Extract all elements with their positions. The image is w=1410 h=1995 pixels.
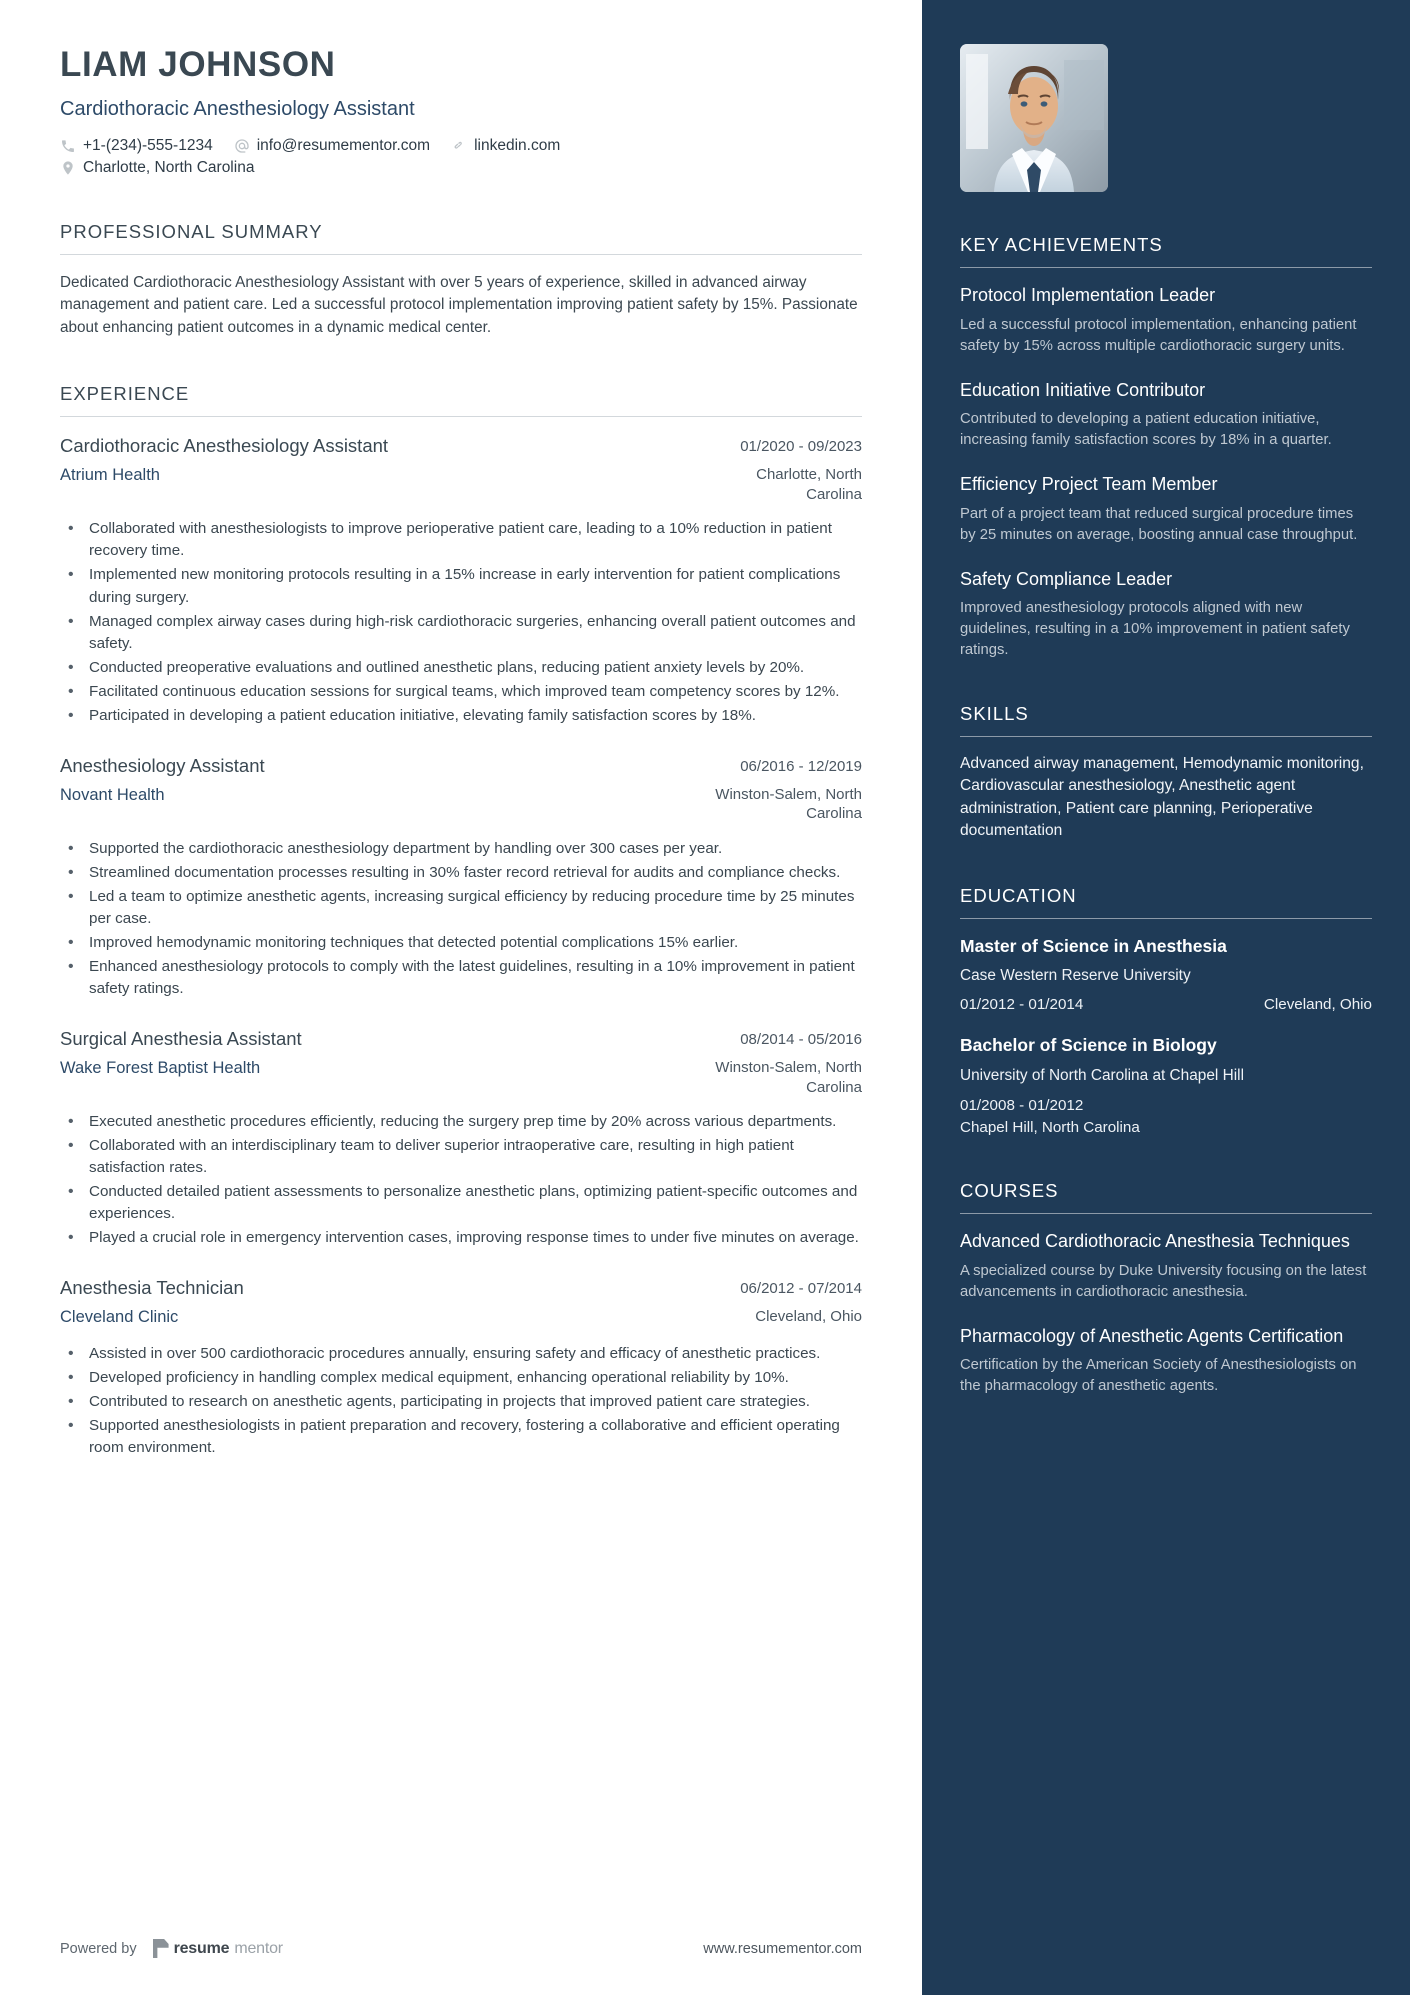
experience-date: 06/2016 - 12/2019 xyxy=(740,757,862,775)
experience-location: Winston-Salem, North Carolina xyxy=(715,785,862,823)
achievement-title: Safety Compliance Leader xyxy=(960,568,1173,589)
experience-location: Cleveland, Ohio xyxy=(755,1308,862,1326)
course-description: A specialized course by Duke University focusing on the latest advancements in cardiothoracic anesthesia. xyxy=(960,1262,1367,1300)
experience-role: Surgical Anesthesia Assistant xyxy=(60,1027,302,1049)
experience-location: Charlotte, North Carolina xyxy=(756,466,862,503)
achievement-title: Protocol Implementation Leader xyxy=(960,285,1216,305)
achievement-title: Education Initiative Contributor xyxy=(960,379,1206,400)
education-degree: Master of Science in Anesthesia xyxy=(960,935,1227,956)
education-meta xyxy=(960,1095,1372,1138)
summary-text: Dedicated Cardiothoracic Anesthesiology Assistant with over 5 years of experience, skilled in advanced airway management and patient care. Led a successful protocol implementation improving patient safety by 15%. Passionate about enhancing patient outcomes in a dynamic medical center. xyxy=(60,273,858,336)
contact-phone[interactable] xyxy=(60,137,213,155)
experience-bullets xyxy=(60,1111,862,1249)
section-courses xyxy=(960,1180,1372,1397)
summary-divider xyxy=(60,254,862,255)
experience-bullet: • Streamlined documentation processes resulting in 30% faster record retrieval for audits and compliance checks. xyxy=(60,862,862,884)
powered-by-label: Powered by xyxy=(60,1940,137,1957)
achievements-list xyxy=(960,284,1372,661)
education-location: Cleveland, Ohio xyxy=(1263,996,1372,1014)
education-item xyxy=(960,935,1372,1013)
section-education xyxy=(960,885,1372,1138)
education-divider xyxy=(960,918,1372,919)
experience-bullet: • Led a team to optimize anesthetic agents, increasing surgical efficiency by reducing procedure time by 25 minutes per case. xyxy=(60,886,862,930)
course-title: Advanced Cardiothoracic Anesthesia Techniques xyxy=(960,1231,1350,1252)
contact-linkedin[interactable] xyxy=(451,137,560,155)
experience-bullet: • Implemented new monitoring protocols resulting in a 15% increase in early intervention for patient complications during surgery. xyxy=(60,564,862,608)
experience-bullet: • Conducted preoperative evaluations and outlined anesthetic plans, reducing patient anxiety levels by 20%. xyxy=(60,657,862,679)
contact-location-text: Charlotte, North Carolina xyxy=(83,158,255,176)
logo-text-light: mentor xyxy=(234,1939,283,1957)
achievement-description: Part of a project team that reduced surgical procedure times by 25 minutes on average, boosting annual case throughput. xyxy=(960,505,1358,543)
experience-bullet: • Facilitated continuous education sessions for surgical teams, which improved team competency scores by 12%. xyxy=(60,681,862,703)
experience-item-header xyxy=(60,1027,862,1051)
experience-company: Cleveland Clinic xyxy=(60,1308,179,1327)
achievement-description: Led a successful protocol implementation, enhancing patient safety by 15% across multiple cardiothoracic surgery units. xyxy=(960,316,1357,354)
education-heading: EDUCATION xyxy=(960,884,1077,906)
section-key-achievements xyxy=(960,234,1372,661)
achievement-item xyxy=(960,568,1372,662)
experience-bullet: • Participated in developing a patient education initiative, elevating family satisfaction scores by 18%. xyxy=(60,705,862,727)
experience-bullet: • Improved hemodynamic monitoring techniques that detected potential complications 15% earlier. xyxy=(60,932,862,954)
section-professional-summary xyxy=(60,221,862,340)
logo-text-bold: resume xyxy=(173,1939,230,1957)
education-meta xyxy=(960,996,1372,1013)
achievement-item xyxy=(960,284,1372,357)
achievements-heading: KEY ACHIEVEMENTS xyxy=(960,234,1163,255)
experience-bullet: • Played a crucial role in emergency intervention cases, improving response times to under five minutes on average. xyxy=(60,1227,862,1249)
experience-bullets xyxy=(60,518,862,726)
experience-bullets xyxy=(60,838,862,1000)
achievements-divider xyxy=(960,267,1372,268)
experience-item-subheader xyxy=(60,1058,862,1097)
course-item xyxy=(960,1325,1372,1398)
achievement-description: Contributed to developing a patient education initiative, increasing family satisfaction scores by 18% in a quarter. xyxy=(960,411,1332,448)
experience-item-header xyxy=(60,1276,862,1300)
contact-email[interactable] xyxy=(234,137,430,155)
experience-bullet: • Developed proficiency in handling complex medical equipment, enhancing operational reliability by 10%. xyxy=(60,1367,862,1389)
courses-heading: COURSES xyxy=(960,1180,1059,1202)
map-pin-icon xyxy=(60,160,76,176)
course-description: Certification by the American Society of Anesthesiologists on the pharmacology of anesthetic agents. xyxy=(960,1357,1357,1395)
experience-item-subheader xyxy=(60,465,862,504)
education-school: Case Western Reserve University xyxy=(960,967,1191,985)
photo-wrapper xyxy=(960,0,1372,192)
experience-bullet: • Executed anesthetic procedures efficiently, reducing the surgery prep time by 20% across various departments. xyxy=(60,1111,862,1133)
phone-icon xyxy=(60,138,76,154)
experience-item-subheader xyxy=(60,1307,862,1328)
contact-location xyxy=(60,159,254,177)
contact-line-1 xyxy=(60,137,862,155)
experience-item xyxy=(60,434,862,726)
education-location: Chapel Hill, North Carolina xyxy=(960,1118,1140,1136)
skills-heading: SKILLS xyxy=(960,703,1029,724)
sidebar xyxy=(922,0,1410,1995)
education-date: 01/2008 - 01/2012 xyxy=(960,1097,1084,1115)
experience-item xyxy=(60,1276,862,1459)
education-school: University of North Carolina at Chapel Hill xyxy=(960,1066,1244,1084)
skills-divider xyxy=(960,736,1372,737)
candidate-job-title: Cardiothoracic Anesthesiology Assistant xyxy=(60,97,415,120)
at-sign-icon xyxy=(234,138,250,154)
experience-role: Anesthesia Technician xyxy=(60,1277,244,1299)
experience-bullet: • Conducted detailed patient assessments to personalize anesthetic plans, optimizing patient-specific outcomes and experiences. xyxy=(60,1181,862,1225)
contact-email-text: info@resumementor.com xyxy=(256,136,431,154)
achievement-description: Improved anesthesiology protocols aligned with new guidelines, resulting in a 10% improvement in patient safety ratings. xyxy=(960,600,1350,658)
achievement-item xyxy=(960,379,1372,452)
experience-item-header xyxy=(60,434,862,458)
experience-heading: EXPERIENCE xyxy=(60,383,190,405)
education-date: 01/2012 - 01/2014 xyxy=(960,996,1084,1014)
experience-list xyxy=(60,434,862,1458)
skills-text: Advanced airway management, Hemodynamic monitoring, Cardiovascular anesthesiology, Anesthetic agent administration, Patient care planning, Perioperative documentation xyxy=(960,755,1364,840)
link-icon xyxy=(451,138,467,154)
experience-divider xyxy=(60,416,862,417)
resumementor-logo xyxy=(153,1939,283,1958)
experience-bullet: • Contributed to research on anesthetic agents, participating in projects that improved patient care strategies. xyxy=(60,1391,862,1413)
resumementor-logo-icon xyxy=(153,1939,169,1958)
experience-item-subheader xyxy=(60,785,862,824)
contact-linkedin-text: linkedin.com xyxy=(474,136,561,154)
experience-date: 06/2012 - 07/2014 xyxy=(740,1280,862,1298)
candidate-name: LIAM JOHNSON xyxy=(60,45,336,84)
achievement-item xyxy=(960,473,1372,546)
experience-bullet: • Supported the cardiothoracic anesthesiology department by handling over 300 cases per year. xyxy=(60,838,862,860)
courses-list xyxy=(960,1230,1372,1397)
experience-bullets xyxy=(60,1343,862,1459)
courses-divider xyxy=(960,1213,1372,1214)
experience-item-header xyxy=(60,754,862,778)
experience-location: Winston-Salem, North Carolina xyxy=(715,1059,862,1096)
contact-block xyxy=(60,137,862,177)
course-title: Pharmacology of Anesthetic Agents Certification xyxy=(960,1325,1344,1346)
contact-line-2 xyxy=(60,159,862,177)
contact-phone-text: +1-(234)-555-1234 xyxy=(83,136,213,154)
experience-item xyxy=(60,754,862,1000)
footer-website[interactable]: www.resumementor.com xyxy=(703,1940,862,1957)
course-item xyxy=(960,1230,1372,1303)
education-item xyxy=(960,1034,1372,1138)
page-footer xyxy=(60,1939,862,1958)
experience-role: Cardiothoracic Anesthesiology Assistant xyxy=(60,435,389,457)
achievement-title: Efficiency Project Team Member xyxy=(960,474,1218,494)
experience-role: Anesthesiology Assistant xyxy=(60,754,265,776)
experience-date: 08/2014 - 05/2016 xyxy=(740,1030,862,1048)
summary-heading: PROFESSIONAL SUMMARY xyxy=(60,220,323,242)
experience-bullet: • Collaborated with an interdisciplinary team to deliver superior intraoperative care, resulting in high patient satisfaction rates. xyxy=(60,1135,862,1179)
experience-bullet: • Enhanced anesthesiology protocols to comply with the latest guidelines, resulting in a 10% improvement in patient safety ratings. xyxy=(60,956,862,1000)
experience-company: Wake Forest Baptist Health xyxy=(60,1059,261,1078)
experience-bullet: • Supported anesthesiologists in patient preparation and recovery, fostering a collaborative and efficient operating room environment. xyxy=(60,1415,862,1459)
section-experience xyxy=(60,383,862,1458)
experience-bullet: • Assisted in over 500 cardiothoracic procedures annually, ensuring safety and efficacy of anesthetic practices. xyxy=(60,1343,862,1365)
experience-item xyxy=(60,1027,862,1249)
education-degree: Bachelor of Science in Biology xyxy=(960,1035,1217,1056)
experience-bullet: • Managed complex airway cases during high-risk cardiothoracic surgeries, enhancing overall patient outcomes and safety. xyxy=(60,611,862,655)
section-skills xyxy=(960,703,1372,843)
experience-date: 01/2020 - 09/2023 xyxy=(740,438,862,456)
experience-company: Novant Health xyxy=(60,785,165,804)
experience-company: Atrium Health xyxy=(60,466,160,485)
profile-photo xyxy=(960,44,1108,192)
education-list xyxy=(960,935,1372,1138)
experience-bullet: • Collaborated with anesthesiologists to improve perioperative patient care, leading to a 10% reduction in patient recovery time. xyxy=(60,518,862,562)
powered-by-block xyxy=(60,1939,283,1958)
